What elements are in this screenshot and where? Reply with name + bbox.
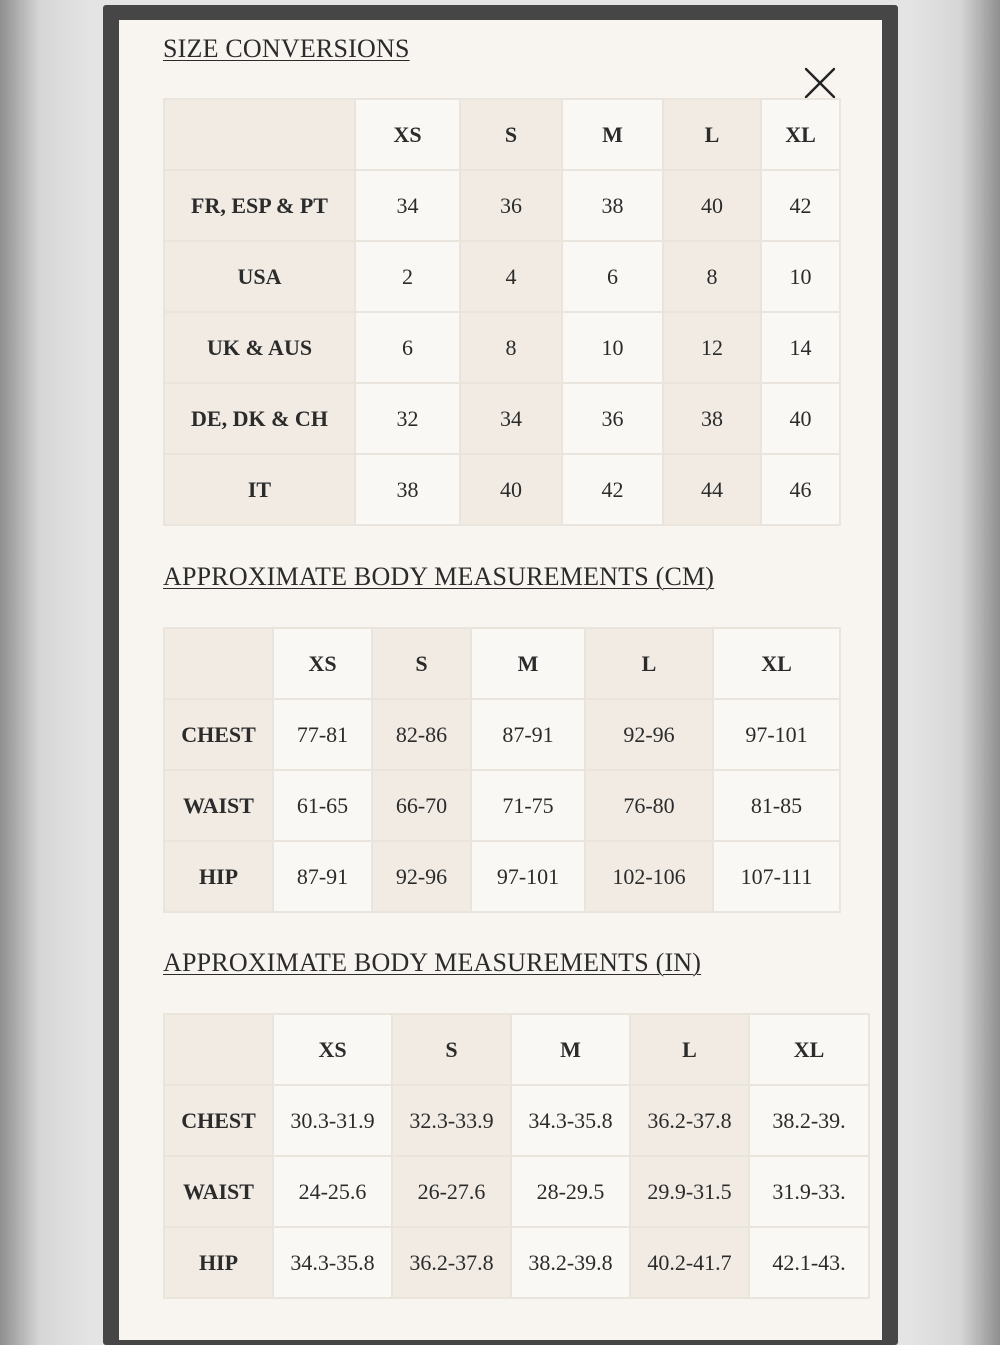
table-cell: 30.3-31.9 <box>273 1085 392 1156</box>
table-cell: 8 <box>663 241 761 312</box>
table-cell: 71-75 <box>471 770 585 841</box>
table-cell: 44 <box>663 454 761 525</box>
table-cell: 28-29.5 <box>511 1156 630 1227</box>
size-conversions-table-wrap <box>163 98 839 526</box>
table-cell: 6 <box>355 312 460 383</box>
table-cell: 92-96 <box>585 699 713 770</box>
table-cell: 102-106 <box>585 841 713 912</box>
table-cell: 42.1-43. <box>749 1227 869 1298</box>
table-cell: 34 <box>355 170 460 241</box>
table-header-xl: XL <box>761 99 840 170</box>
table-cell: 36.2-37.8 <box>630 1085 749 1156</box>
table-row <box>164 241 840 312</box>
table-cell: 40 <box>460 454 562 525</box>
table-cell: 10 <box>761 241 840 312</box>
size-conversions-table <box>163 98 841 526</box>
row-label: FR, ESP & PT <box>164 170 355 241</box>
table-cell: 26-27.6 <box>392 1156 511 1227</box>
table-cell: 97-101 <box>471 841 585 912</box>
table-header-row <box>164 1014 869 1085</box>
table-header-l: L <box>663 99 761 170</box>
table-cell: 82-86 <box>372 699 471 770</box>
table-cell: 10 <box>562 312 663 383</box>
table-header-corner <box>164 99 355 170</box>
table-row <box>164 454 840 525</box>
row-label: UK & AUS <box>164 312 355 383</box>
table-cell: 14 <box>761 312 840 383</box>
table-header-s: S <box>392 1014 511 1085</box>
table-header-m: M <box>562 99 663 170</box>
table-cell: 40 <box>761 383 840 454</box>
row-label: IT <box>164 454 355 525</box>
table-cell: 36 <box>460 170 562 241</box>
table-header-xl: XL <box>749 1014 869 1085</box>
table-row <box>164 312 840 383</box>
table-cell: 76-80 <box>585 770 713 841</box>
table-header-l: L <box>585 628 713 699</box>
table-header-xs: XS <box>355 99 460 170</box>
table-cell: 24-25.6 <box>273 1156 392 1227</box>
row-label: CHEST <box>164 699 273 770</box>
table-row <box>164 383 840 454</box>
table-cell: 38 <box>562 170 663 241</box>
table-cell: 38.2-39.8 <box>511 1227 630 1298</box>
table-cell: 40.2-41.7 <box>630 1227 749 1298</box>
row-label: USA <box>164 241 355 312</box>
table-cell: 77-81 <box>273 699 372 770</box>
row-label: HIP <box>164 841 273 912</box>
measurements-in-table-wrap[interactable] <box>163 1013 846 1299</box>
table-cell: 34.3-35.8 <box>273 1227 392 1298</box>
table-cell: 34 <box>460 383 562 454</box>
table-header-corner <box>164 1014 273 1085</box>
table-cell: 61-65 <box>273 770 372 841</box>
row-label: HIP <box>164 1227 273 1298</box>
table-row <box>164 170 840 241</box>
table-cell: 42 <box>562 454 663 525</box>
size-conversions-title: SIZE CONVERSIONS <box>163 34 410 63</box>
table-row <box>164 1227 869 1298</box>
table-cell: 42 <box>761 170 840 241</box>
row-label: WAIST <box>164 1156 273 1227</box>
table-cell: 107-111 <box>713 841 840 912</box>
table-cell: 6 <box>562 241 663 312</box>
table-cell: 4 <box>460 241 562 312</box>
table-cell: 38 <box>355 454 460 525</box>
table-cell: 66-70 <box>372 770 471 841</box>
table-cell: 31.9-33. <box>749 1156 869 1227</box>
table-cell: 36.2-37.8 <box>392 1227 511 1298</box>
close-icon[interactable] <box>803 66 837 100</box>
table-row <box>164 770 840 841</box>
table-row <box>164 699 840 770</box>
measurements-cm-table <box>163 627 841 913</box>
table-cell: 92-96 <box>372 841 471 912</box>
table-header-s: S <box>372 628 471 699</box>
table-cell: 87-91 <box>471 699 585 770</box>
measurements-cm-table-wrap <box>163 627 839 913</box>
table-cell: 38 <box>663 383 761 454</box>
table-header-xs: XS <box>273 1014 392 1085</box>
table-cell: 32.3-33.9 <box>392 1085 511 1156</box>
table-cell: 38.2-39. <box>749 1085 869 1156</box>
measurements-cm-title: APPROXIMATE BODY MEASUREMENTS (CM) <box>163 562 715 591</box>
table-cell: 34.3-35.8 <box>511 1085 630 1156</box>
table-cell: 36 <box>562 383 663 454</box>
table-header-l: L <box>630 1014 749 1085</box>
measurements-in-table <box>163 1013 870 1299</box>
table-header-s: S <box>460 99 562 170</box>
table-header-xl: XL <box>713 628 840 699</box>
table-header-xs: XS <box>273 628 372 699</box>
table-cell: 29.9-31.5 <box>630 1156 749 1227</box>
table-cell: 97-101 <box>713 699 840 770</box>
table-cell: 12 <box>663 312 761 383</box>
table-header-m: M <box>511 1014 630 1085</box>
table-cell: 8 <box>460 312 562 383</box>
table-cell: 46 <box>761 454 840 525</box>
table-row <box>164 841 840 912</box>
table-cell: 87-91 <box>273 841 372 912</box>
size-guide-modal <box>119 20 882 1340</box>
table-header-row <box>164 628 840 699</box>
table-cell: 40 <box>663 170 761 241</box>
table-cell: 2 <box>355 241 460 312</box>
table-header-m: M <box>471 628 585 699</box>
row-label: CHEST <box>164 1085 273 1156</box>
table-cell: 81-85 <box>713 770 840 841</box>
table-cell: 32 <box>355 383 460 454</box>
measurements-in-title: APPROXIMATE BODY MEASUREMENTS (IN) <box>163 948 702 977</box>
row-label: WAIST <box>164 770 273 841</box>
table-row <box>164 1156 869 1227</box>
table-header-corner <box>164 628 273 699</box>
table-row <box>164 1085 869 1156</box>
row-label: DE, DK & CH <box>164 383 355 454</box>
table-header-row <box>164 99 840 170</box>
